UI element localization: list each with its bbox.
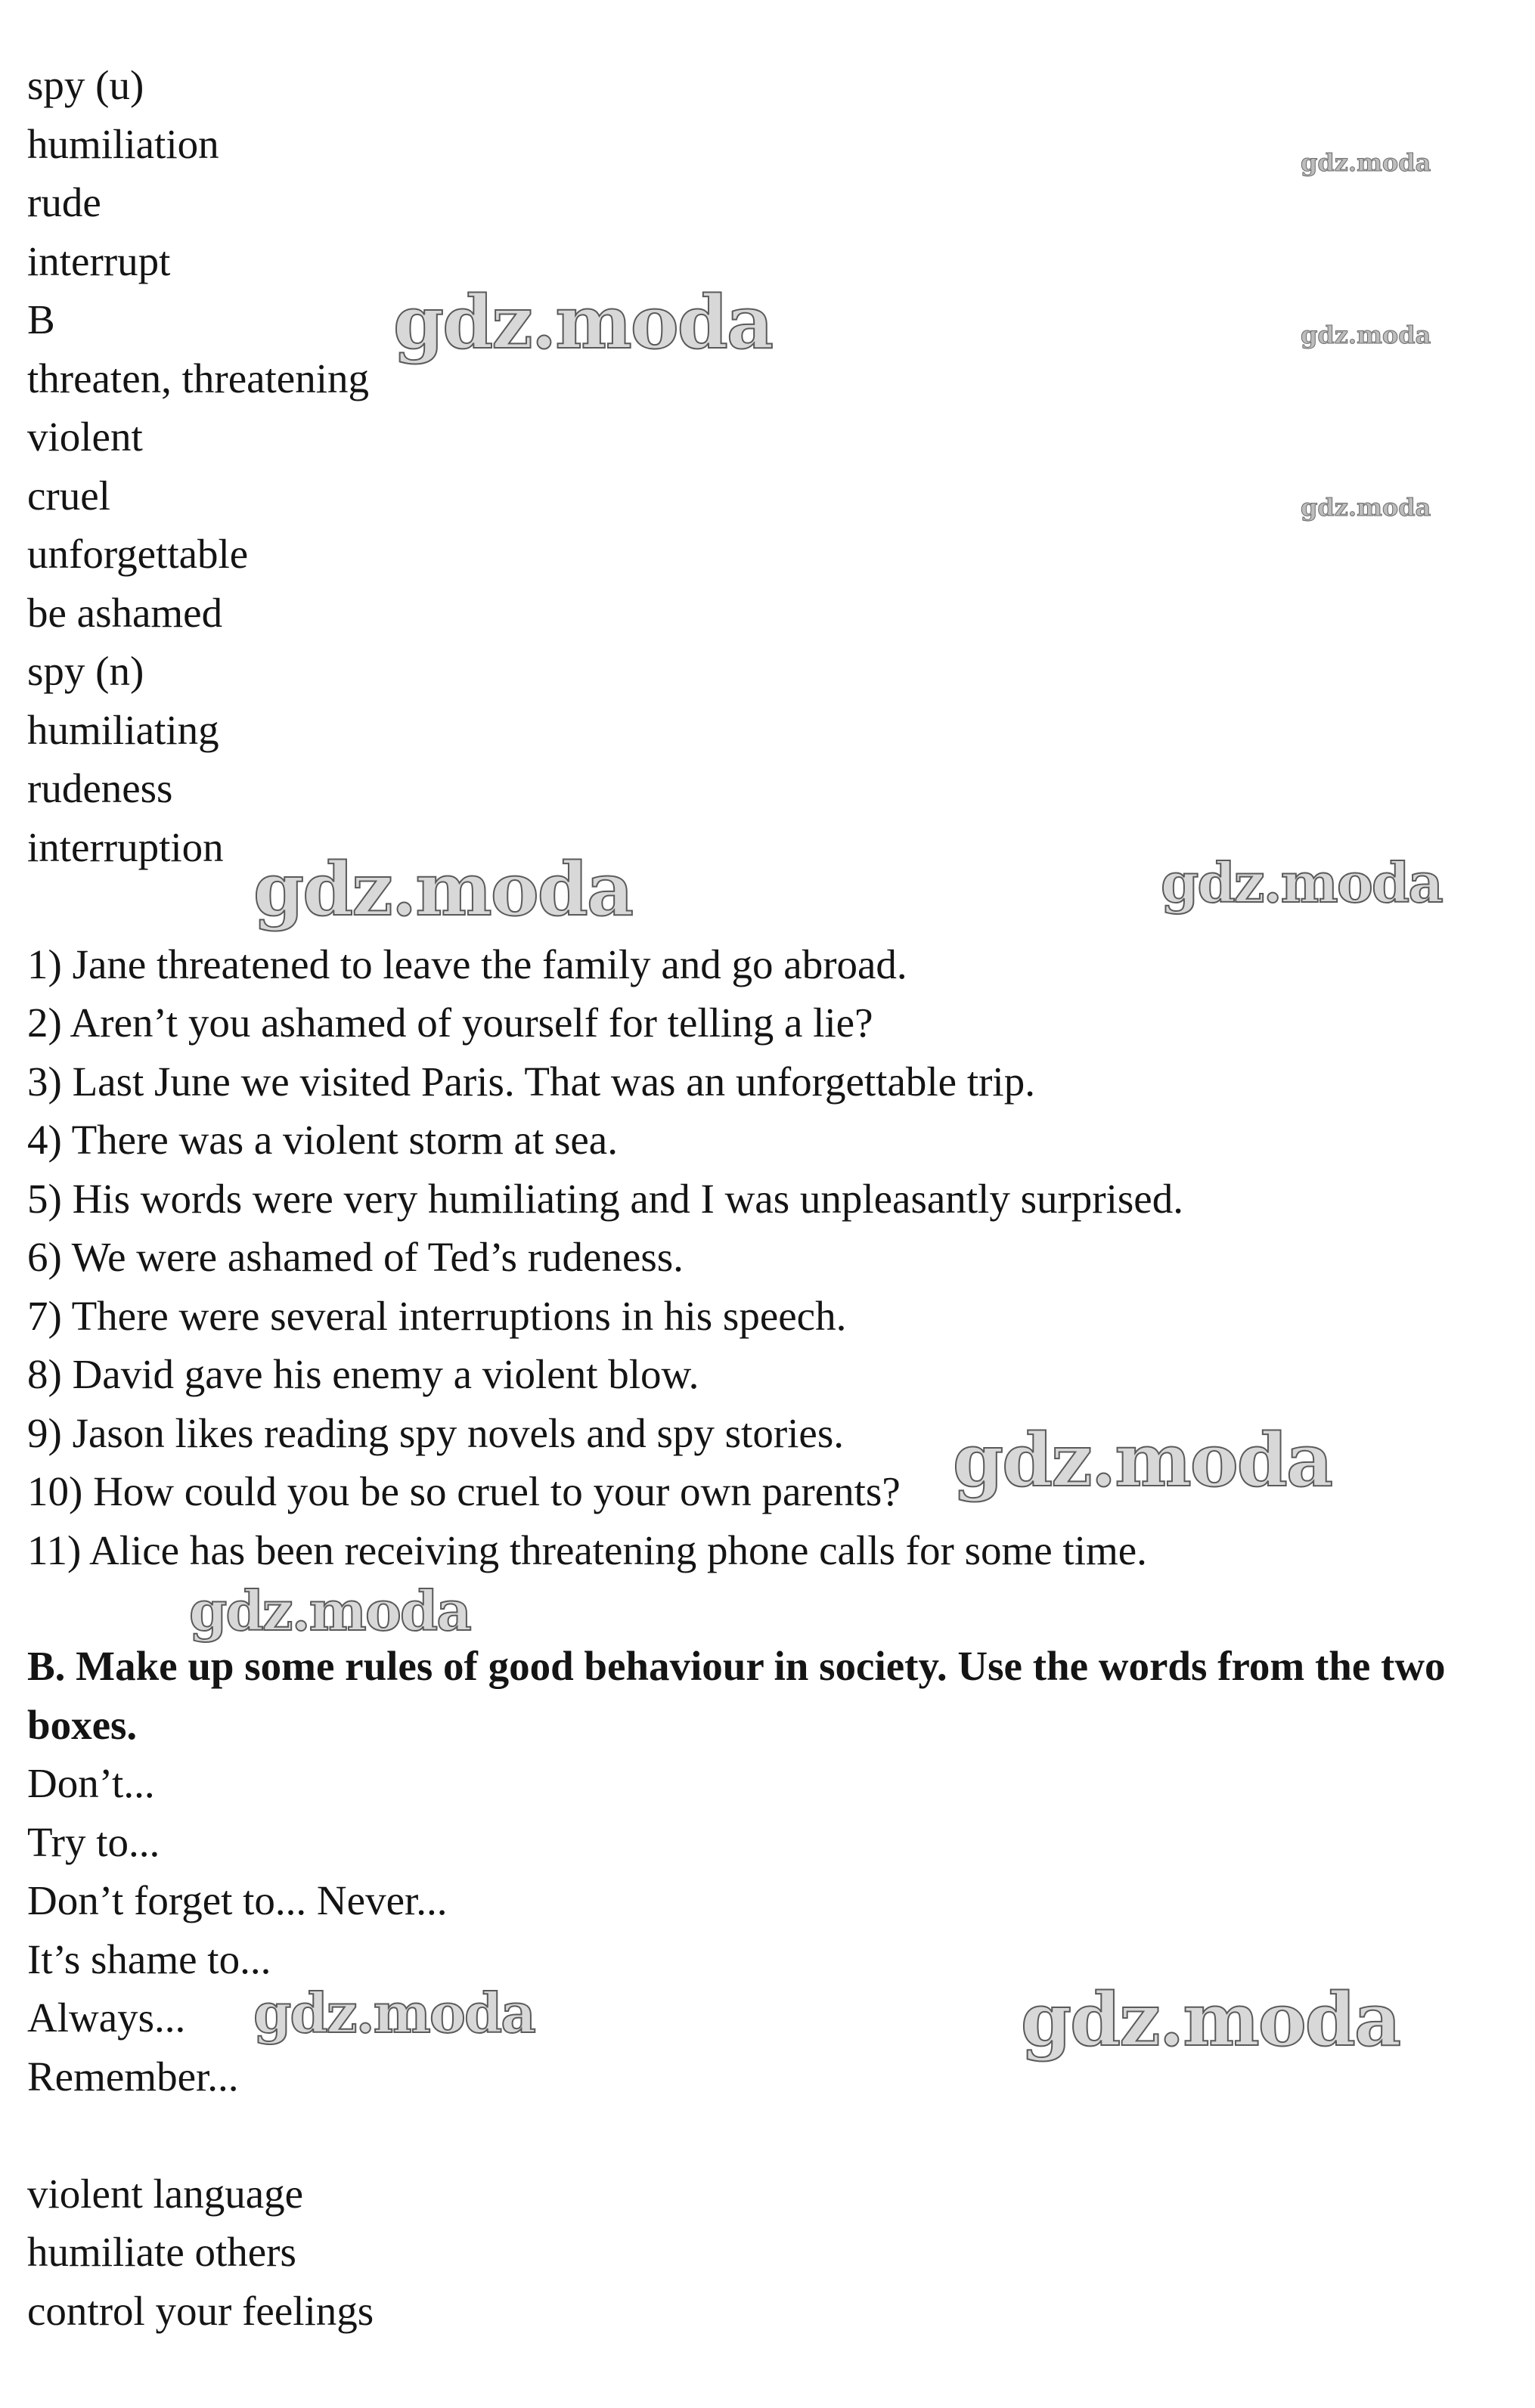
vocab-item: interrupt bbox=[27, 237, 171, 284]
watermark-logo: gdz.moda bbox=[1301, 321, 1431, 349]
watermark-logo: gdz.moda bbox=[953, 1418, 1332, 1503]
vocab-item: cruel bbox=[27, 472, 110, 519]
vocab-item: unforgettable bbox=[27, 531, 249, 577]
vocab-item: violent bbox=[27, 414, 143, 460]
sentence-item: 7) There were several interruptions in his speech. bbox=[27, 1292, 847, 1339]
watermark-logo: gdz.moda bbox=[253, 847, 633, 932]
task-b-heading: B. Make up some rules of good behaviour in society. Use the words from the two boxes. bbox=[27, 1643, 1446, 1748]
sentence-item: 3) Last June we visited Paris. That was an unforgettable trip. bbox=[27, 1058, 1035, 1105]
vocab-item: spy (n) bbox=[27, 648, 144, 694]
content-column bbox=[27, 56, 1494, 2340]
section-letter: B bbox=[27, 296, 55, 342]
watermark-logo: gdz.moda bbox=[253, 1981, 535, 2045]
sentence-item: 6) We were ashamed of Ted’s rudeness. bbox=[27, 1234, 684, 1280]
vocab-item: threaten, threatening bbox=[27, 355, 370, 401]
spacer bbox=[27, 876, 1494, 935]
phrase-item: humiliate others bbox=[27, 2229, 296, 2275]
watermark-logo: gdz.moda bbox=[1301, 148, 1431, 177]
vocab-list bbox=[27, 56, 1494, 876]
spacer bbox=[27, 1608, 1494, 1637]
sentence-item: 9) Jason likes reading spy novels and spy stories. bbox=[27, 1409, 844, 1456]
watermark-logo: gdz.moda bbox=[189, 1579, 470, 1643]
vocab-item: spy (u) bbox=[27, 62, 144, 108]
sentence-item: 4) There was a violent storm at sea. bbox=[27, 1117, 618, 1163]
sentence-item: 10) How could you be so cruel to your own parents? bbox=[27, 1468, 901, 1514]
sentence-item: 1) Jane threatened to leave the family and go abroad. bbox=[27, 941, 907, 987]
sentence-item: 5) His words were very humiliating and I was unpleasantly surprised. bbox=[27, 1175, 1183, 1222]
vocab-item: interruption bbox=[27, 823, 224, 870]
vocab-item: be ashamed bbox=[27, 589, 223, 636]
starter-item: Don’t... bbox=[27, 1760, 155, 1806]
rule-starters bbox=[27, 1754, 1494, 2106]
vocab-item: rude bbox=[27, 179, 101, 225]
sentence-list bbox=[27, 935, 1494, 1580]
vocab-item: humiliating bbox=[27, 706, 219, 753]
watermark-logo: gdz.moda bbox=[1161, 851, 1442, 915]
starter-item: Remember... bbox=[27, 2053, 239, 2100]
vocab-item: humiliation bbox=[27, 120, 219, 167]
starter-item: It’s shame to... bbox=[27, 1935, 271, 1982]
starter-item: Always... bbox=[27, 1994, 186, 2041]
spacer bbox=[27, 2106, 1494, 2165]
vocab-item: rudeness bbox=[27, 765, 173, 811]
watermark-logo: gdz.moda bbox=[393, 280, 773, 365]
starter-item: Don’t forget to... Never... bbox=[27, 1877, 448, 1923]
sentence-item: 2) Aren’t you ashamed of yourself for telling a lie? bbox=[27, 999, 873, 1046]
sentence-item: 11) Alice has been receiving threatening phone calls for some time. bbox=[27, 1526, 1147, 1573]
watermark-logo: gdz.moda bbox=[1301, 493, 1431, 522]
watermark-logo: gdz.moda bbox=[1021, 1977, 1400, 2062]
sentence-item: 8) David gave his enemy a violent blow. bbox=[27, 1351, 699, 1397]
rule-phrases bbox=[27, 2165, 1494, 2341]
starter-item: Try to... bbox=[27, 1818, 160, 1865]
phrase-item: control your feelings bbox=[27, 2287, 374, 2334]
spacer bbox=[27, 1579, 1494, 1608]
phrase-item: violent language bbox=[27, 2170, 304, 2217]
